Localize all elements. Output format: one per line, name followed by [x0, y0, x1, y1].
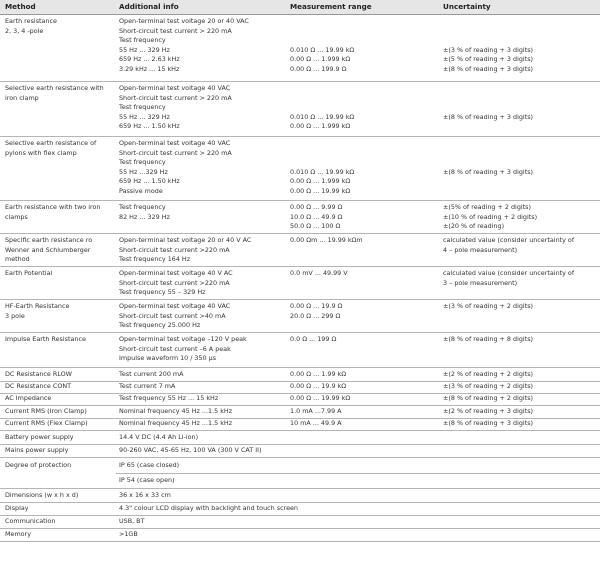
uncertainty-line: ±(8 % of reading + 2 digits): [443, 394, 534, 402]
method-line: Dimensions (w x h x d): [5, 491, 79, 499]
info-line: IP 65 (case closed): [119, 461, 180, 469]
info-line: Test frequency: [119, 103, 166, 112]
method-cell: [5, 433, 74, 443]
info-cell: [119, 419, 232, 429]
range-line: [290, 345, 336, 355]
range-line: 0.00 Ω ... 19.9 Ω: [290, 302, 343, 310]
method-line: pylons with flex clamp: [5, 148, 77, 157]
header-uncertainty: Uncertainty: [443, 2, 491, 11]
info-line: Open-terminal test voltage 40 VAC: [119, 84, 231, 92]
header-additional-info: Additional info: [119, 2, 179, 11]
method-cell: [5, 394, 51, 404]
uncertainty-line: ±(8 % of reading + 3 digits): [443, 419, 534, 427]
range-line: [290, 158, 354, 168]
range-line: [290, 246, 363, 256]
info-line: Short-circuit test current > 220 mA: [119, 148, 232, 157]
uncertainty-line: ±(8 % of reading + 3 digits): [443, 167, 534, 176]
row-sub-divider: [116, 473, 600, 474]
info-cell: [119, 491, 171, 501]
uncertainty-line: 3 – pole measurement): [443, 278, 518, 287]
table-row: [0, 392, 600, 406]
info-line: Test frequency: [119, 158, 166, 167]
info-line: USB, BT: [119, 517, 145, 525]
uncertainty-cell: [443, 84, 533, 132]
method-cell: [5, 530, 31, 540]
uncertainty-line: [443, 255, 574, 265]
info-line: 55 Hz ...329 Hz: [119, 167, 168, 176]
uncertainty-line: [443, 312, 533, 322]
table-row: [0, 137, 600, 201]
uncertainty-line: ±(3 % of reading + 2 digits): [443, 302, 534, 310]
method-cell: [5, 504, 29, 514]
range-line: [290, 149, 354, 159]
table-row: [0, 267, 600, 300]
method-cell: [5, 302, 69, 321]
info-line: 36 x 16 x 33 cm: [119, 491, 171, 499]
range-line: 0.00 Ω ... 1.99 kΩ: [290, 370, 347, 378]
info-line: Nominal frequency 45 Hz ...1.5 kHz: [119, 407, 233, 415]
uncertainty-line: ±(8 % of reading + 3 digits): [443, 64, 534, 73]
range-line: [290, 84, 354, 94]
range-line: 0.010 Ω ... 19.99 kΩ: [290, 167, 355, 176]
method-cell: [5, 382, 71, 392]
range-cell: [290, 419, 342, 429]
info-line: Test frequency 55 – 329 Hz: [119, 288, 206, 297]
method-cell: [5, 407, 87, 417]
info-line: Open-terminal test voltage 20 or 40 V AC: [119, 236, 252, 244]
range-line: [290, 288, 348, 298]
method-line: clamps: [5, 212, 28, 221]
uncertainty-cell: [443, 394, 533, 404]
range-cell: [290, 269, 348, 298]
uncertainty-cell: [443, 407, 533, 417]
range-cell: [290, 302, 342, 331]
method-line: Specific earth resistance ro: [5, 236, 93, 244]
table-row: [0, 234, 600, 267]
range-line: 10 mA ... 49.9 A: [290, 419, 342, 427]
range-cell: [290, 370, 346, 380]
method-line: Mains power supply: [5, 446, 69, 454]
method-line: Earth Potential: [5, 269, 53, 277]
method-cell: [5, 236, 92, 265]
uncertainty-line: ±(8 % of reading + 3 digits): [443, 112, 534, 121]
uncertainty-line: [443, 321, 533, 331]
info-cell: [119, 236, 251, 265]
method-cell: [5, 370, 72, 380]
method-line: method: [5, 255, 30, 264]
info-cell: [119, 394, 218, 404]
uncertainty-line: ±(2 % of reading + 2 digits): [443, 370, 534, 378]
info-line: Passive mode: [119, 186, 163, 195]
uncertainty-line: [443, 94, 533, 104]
table-row: [0, 515, 600, 529]
table-row: [0, 528, 600, 542]
info-line: 14.4 V DC (4.4 Ah Li-ion): [119, 433, 199, 441]
info-line: Test current 7 mA: [119, 382, 176, 390]
info-line: Open-terminal test voltage –120 V peak: [119, 335, 247, 343]
table-row: [0, 489, 600, 503]
info-line: IP 54 (case open): [119, 475, 175, 484]
table-row: [0, 444, 600, 458]
uncertainty-cell: [443, 203, 537, 232]
uncertainty-line: ±(3 % of reading + 2 digits): [443, 382, 534, 390]
range-line: 0.0 mV ... 49.99 V: [290, 269, 348, 277]
info-cell: [119, 433, 198, 443]
info-line: Test current 200 mA: [119, 370, 184, 378]
method-line: Earth resistance: [5, 17, 57, 25]
method-line: AC Impedance: [5, 394, 52, 402]
uncertainty-cell: [443, 302, 533, 331]
uncertainty-line: ±(5% of reading + 2 digits): [443, 203, 531, 211]
uncertainty-line: [443, 103, 533, 113]
info-line: Short-circuit test current >220 mA: [119, 278, 230, 287]
range-line: 0.00 Ω ... 9.99 Ω: [290, 203, 343, 211]
range-line: 0.00 Ω ... 1.999 kΩ: [290, 122, 351, 131]
range-cell: [290, 236, 363, 265]
info-line: 4.3" colour LCD display with backlight and touch screen: [119, 504, 298, 512]
uncertainty-cell: [443, 419, 533, 429]
info-line: Impulse waveform 10 / 350 µs: [119, 354, 217, 363]
info-line: 82 Hz ... 329 Hz: [119, 212, 170, 221]
table-row: [0, 431, 600, 445]
range-line: 0.010 Ω ... 19.99 kΩ: [290, 45, 355, 54]
range-line: [290, 139, 354, 149]
table-row: [0, 201, 600, 234]
info-line: Test frequency 25.000 Hz: [119, 321, 201, 330]
range-line: 0.00 Ωm ... 19.99 kΩm: [290, 236, 363, 244]
uncertainty-line: [443, 288, 574, 298]
range-line: 0.00 Ω ... 19.9 kΩ: [290, 382, 347, 390]
info-line: Short-circuit test current > 220 mA: [119, 93, 232, 102]
info-line: 659 Hz ... 1.50 kHz: [119, 177, 180, 186]
method-line: 2, 3, 4 -pole: [5, 26, 44, 35]
info-cell: [119, 139, 232, 197]
info-line: 90-260 VAC, 45-65 Hz, 100 VA (300 V CAT II): [119, 446, 262, 454]
range-cell: [290, 139, 354, 197]
info-line: Nominal frequency 45 Hz ...1.5 kHz: [119, 419, 233, 427]
method-cell: [5, 517, 55, 527]
method-line: 3 pole: [5, 311, 25, 320]
table-row: [0, 82, 600, 137]
method-line: Selective earth resistance with: [5, 84, 104, 92]
info-line: Open-terminal test voltage 20 or 40 VAC: [119, 17, 249, 25]
range-line: [290, 36, 354, 46]
table-row: [0, 417, 600, 431]
uncertainty-line: calculated value (consider uncertainty of: [443, 269, 575, 277]
info-line: Test frequency: [119, 203, 166, 211]
uncertainty-line: [443, 345, 533, 355]
table-row: [0, 300, 600, 333]
method-line: HF-Earth Resistance: [5, 302, 70, 310]
uncertainty-cell: [443, 382, 533, 392]
range-line: [290, 321, 342, 331]
info-line: >1GB: [119, 530, 138, 538]
info-line: 659 Hz ... 1.50 kHz: [119, 122, 180, 131]
method-cell: [5, 461, 71, 471]
range-line: [290, 354, 336, 364]
range-line: 0.0 Ω ... 199 Ω: [290, 335, 337, 343]
uncertainty-line: [443, 36, 533, 46]
info-cell: [119, 530, 138, 540]
info-cell: [119, 17, 249, 75]
info-line: Test frequency: [119, 36, 166, 45]
method-line: Display: [5, 504, 29, 512]
range-line: 0.00 Ω ... 19.99 kΩ: [290, 186, 351, 195]
method-cell: [5, 84, 104, 103]
uncertainty-line: ±(8 % of reading + 8 digits): [443, 335, 534, 343]
uncertainty-line: ±(5 % of reading + 3 digits): [443, 55, 534, 64]
method-line: iron clamp: [5, 93, 39, 102]
method-line: Current RMS (Iron Clamp): [5, 407, 87, 415]
uncertainty-line: [443, 158, 533, 168]
info-cell: [119, 370, 184, 380]
info-line: Short-circuit test current > 220 mA: [119, 26, 232, 35]
uncertainty-line: [443, 139, 533, 149]
table-row: [0, 459, 600, 489]
uncertainty-line: [443, 17, 533, 27]
info-line: Open-terminal test voltage 40 VAC: [119, 302, 231, 310]
uncertainty-cell: [443, 17, 533, 75]
uncertainty-line: ±(20 % of reading): [443, 222, 505, 231]
method-line: Earth resistance with two iron: [5, 203, 101, 211]
range-line: 0.010 Ω ... 19.99 kΩ: [290, 112, 355, 121]
method-line: Degree of protection: [5, 461, 72, 469]
info-line: Test frequency 164 Hz: [119, 255, 191, 264]
uncertainty-cell: [443, 269, 574, 298]
uncertainty-line: calculated value (consider uncertainty of: [443, 236, 575, 244]
range-line: [290, 27, 354, 37]
method-line: Battery power supply: [5, 433, 74, 441]
method-cell: [5, 491, 78, 501]
info-cell: [119, 302, 230, 331]
info-cell: [119, 203, 170, 232]
range-line: 0.00 Ω ... 1.999 kΩ: [290, 55, 351, 64]
info-cell: [119, 407, 232, 417]
range-line: 10.0 Ω ... 49.9 Ω: [290, 212, 343, 221]
info-line: 659 Hz ... 2.63 kHz: [119, 55, 180, 64]
range-line: [290, 17, 354, 27]
uncertainty-cell: [443, 370, 533, 380]
method-line: Memory: [5, 530, 31, 538]
info-cell: [119, 504, 298, 514]
method-cell: [5, 419, 88, 429]
uncertainty-line: ±(10 % of reading + 2 digits): [443, 212, 538, 221]
range-cell: [290, 203, 342, 232]
info-cell: [119, 269, 233, 298]
uncertainty-line: [443, 27, 533, 37]
range-line: 1.0 mA ...7.99 A: [290, 407, 342, 415]
info-line: Open-terminal test voltage 40 VAC: [119, 139, 231, 147]
range-line: [290, 279, 348, 289]
info-line: 3.29 kHz ... 15 kHz: [119, 64, 180, 73]
info-line: 55 Hz ... 329 Hz: [119, 112, 170, 121]
uncertainty-line: [443, 84, 533, 94]
info-line: Short-circuit test current >40 mA: [119, 311, 226, 320]
method-line: DC Resistance CONT: [5, 382, 72, 390]
range-line: [290, 94, 354, 104]
uncertainty-line: [443, 187, 533, 197]
method-line: Current RMS (Flex Clamp): [5, 419, 88, 427]
uncertainty-line: [443, 149, 533, 159]
method-cell: [5, 139, 96, 158]
range-cell: [290, 17, 354, 75]
header-method: Method: [5, 2, 36, 11]
info-line: Open-terminal test voltage 40 V AC: [119, 269, 233, 277]
method-cell: [5, 335, 86, 345]
range-cell: [290, 407, 342, 417]
range-cell: [290, 382, 346, 392]
info-line: Short-circuit test current >220 mA: [119, 245, 230, 254]
range-cell: [290, 84, 354, 132]
uncertainty-line: [443, 177, 533, 187]
uncertainty-line: [443, 122, 533, 132]
info-cell: [119, 335, 247, 364]
method-line: DC Resistance RLOW: [5, 370, 73, 378]
uncertainty-cell: [443, 139, 533, 197]
range-line: 0.00 Ω ... 1.999 kΩ: [290, 177, 351, 186]
table-row: [0, 333, 600, 368]
method-line: Wenner and Schlumberger: [5, 245, 91, 254]
method-cell: [5, 269, 52, 279]
info-line: [119, 222, 170, 232]
method-cell: [5, 203, 100, 222]
uncertainty-line: [443, 354, 533, 364]
method-cell: [5, 446, 68, 456]
range-cell: [290, 394, 350, 404]
method-line: Selective earth resistance of: [5, 139, 97, 147]
table-row: [0, 15, 600, 82]
range-line: 20.0 Ω ... 299 Ω: [290, 311, 341, 320]
uncertainty-cell: [443, 236, 574, 265]
method-cell: [5, 17, 57, 36]
range-line: 0.00 Ω ... 19.99 kΩ: [290, 394, 351, 402]
range-cell: [290, 335, 336, 364]
method-line: Communication: [5, 517, 56, 525]
uncertainty-cell: [443, 335, 533, 364]
range-line: 0.00 Ω ... 199.9 Ω: [290, 64, 347, 73]
info-cell: [119, 517, 144, 527]
uncertainty-line: ±(2 % of reading + 3 digits): [443, 407, 534, 415]
info-cell: [119, 84, 232, 132]
uncertainty-line: ±(3 % of reading + 3 digits): [443, 45, 534, 54]
uncertainty-line: 4 – pole measurement): [443, 245, 518, 254]
range-line: [290, 103, 354, 113]
table-row: [0, 502, 600, 516]
range-line: 50.0 Ω ... 100 Ω: [290, 222, 341, 231]
method-line: Impulse Earth Resistance: [5, 335, 86, 343]
range-line: [290, 255, 363, 265]
info-line: Test frequency 55 Hz ... 15 kHz: [119, 394, 219, 402]
header-measurement-range: Measurement range: [290, 2, 372, 11]
info-line: 55 Hz ... 329 Hz: [119, 45, 170, 54]
info-cell: [119, 446, 262, 456]
info-cell: [119, 382, 175, 392]
table-header: [0, 0, 600, 15]
info-line: Short-circuit test current –6 A peak: [119, 344, 231, 353]
